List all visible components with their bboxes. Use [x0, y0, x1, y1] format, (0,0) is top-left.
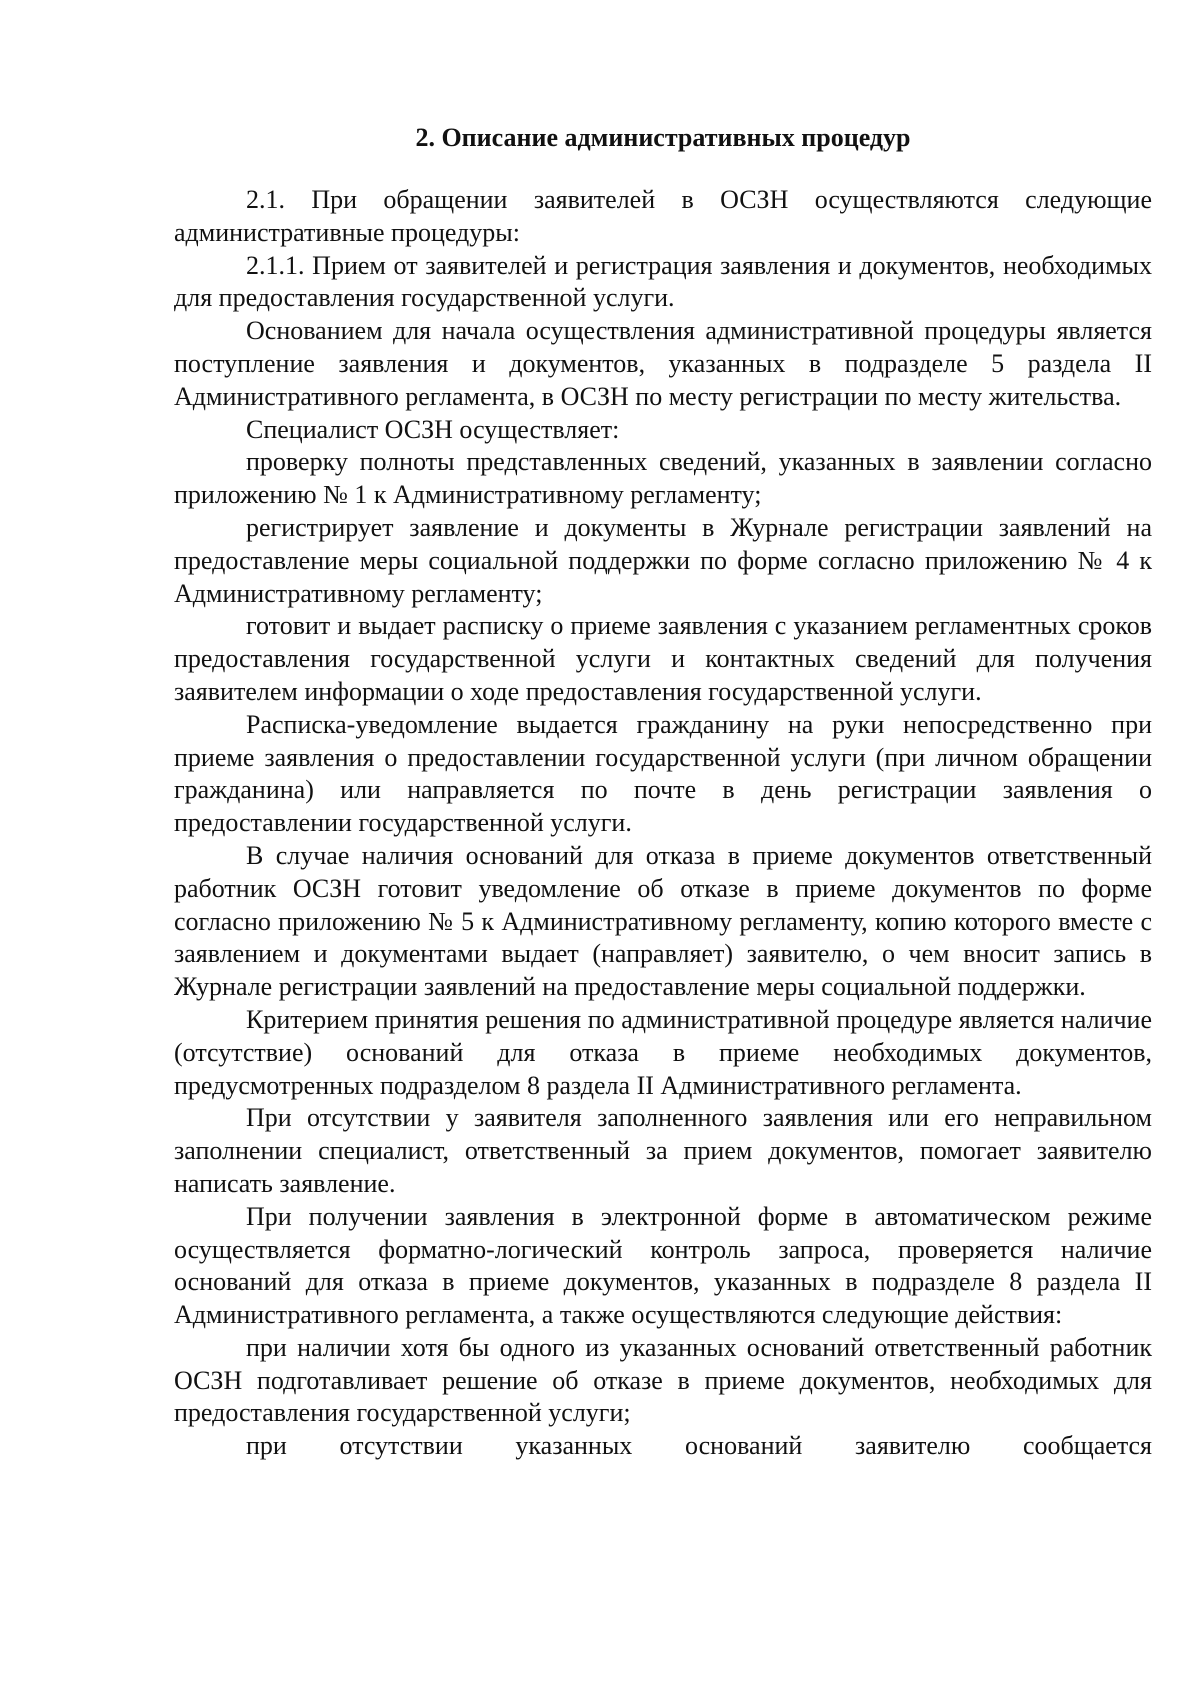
paragraph-electronic: При получении заявления в электронной форме в автоматическом режиме осуществляется форматно-логический контроль запроса, проверяется наличие оснований для отказа в приеме документов, указанных в подразделе 8 раздела II Административного регламента, а также осуществляются следующие действия:: [174, 1201, 1152, 1330]
paragraph-grounds: Основанием для начала осуществления административной процедуры является поступление заявления и документов, указанных в подразделе 5 раздела II Административного регламента, в ОСЗН по месту регистрации по месту жительства.: [174, 316, 1152, 411]
section-title: 2. Описание административных процедур: [415, 123, 911, 152]
paragraph-receipt: готовит и выдает расписку о приеме заявления с указанием регламентных сроков предоставления государственной услуги и контактных сведений для получения заявителем информации о ходе предоставления государственной услуги.: [174, 611, 1152, 706]
paragraph-refusal: В случае наличия оснований для отказа в приеме документов ответственный работник ОСЗН готовит уведомление об отказе в приеме документов по форме согласно приложению № 5 к Административному регламенту, копию которого вместе с заявлением и документами выдает (направляет) заявителю, о чем вносит запись в Журнале регистрации заявлений на предоставление меры социальной поддержки.: [174, 840, 1152, 1002]
paragraph-register: регистрирует заявление и документы в Журнале регистрации заявлений на предоставление меры социальной поддержки по форме согласно приложению № 4 к Административному регламенту;: [174, 512, 1152, 608]
paragraph-grounds-present: при наличии хотя бы одного из указанных оснований ответственный работник ОСЗН подготавливает решение об отказе в приеме документов, необходимых для предоставления государственной услуги;: [174, 1332, 1152, 1428]
paragraph-grounds-absent: при отсутствии указанных оснований заявителю сообщается: [246, 1431, 1152, 1461]
paragraph-2-1: 2.1. При обращении заявителей в ОСЗН осуществляются следующие административные процедуры:: [174, 185, 1152, 247]
paragraph-help: При отсутствии у заявителя заполненного заявления или его неправильном заполнении специалист, ответственный за прием документов, помогает заявителю написать заявление.: [174, 1103, 1152, 1198]
paragraph-check: проверку полноты представленных сведений, указанных в заявлении согласно приложению № 1 к Административному регламенту;: [174, 447, 1152, 510]
paragraph-specialist: Специалист ОСЗН осуществляет:: [246, 414, 620, 444]
paragraph-criterion: Критерием принятия решения по административной процедуре является наличие (отсутствие) оснований для отказа в приеме необходимых документов, предусмотренных подразделом 8 раздела II Административного регламента.: [174, 1004, 1152, 1100]
paragraph-2-1-1: 2.1.1. Прием от заявителей и регистрация заявления и документов, необходимых для предоставления государственной услуги.: [174, 250, 1152, 313]
document-body: [174, 122, 1152, 1463]
paragraph-notification: Расписка-уведомление выдается гражданину на руки непосредственно при приеме заявления о предоставлении государственной услуги (при личном обращении гражданина) или направляется по почте в день регистрации заявления о предоставлении государственной услуги.: [174, 709, 1152, 838]
